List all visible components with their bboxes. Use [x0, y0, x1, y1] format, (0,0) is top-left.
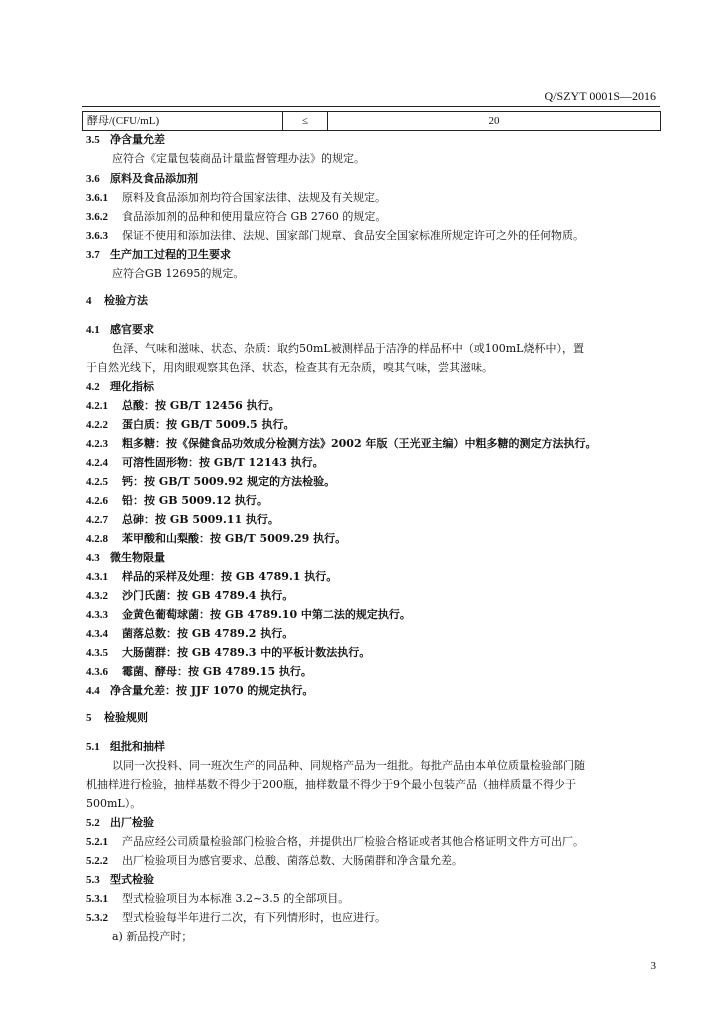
clause-4-3-6	[86, 664, 312, 680]
clause-number: 5.1	[86, 741, 100, 753]
clause-number: 4.2	[86, 381, 100, 393]
clause-text: 检验方法	[104, 294, 148, 307]
paragraph-line	[112, 758, 585, 774]
table-item-cell: 酵母/(CFU/mL)	[83, 112, 283, 130]
clause-text: 苯甲酸和山梨酸：按 GB/T 5009.29 执行。	[122, 532, 347, 545]
clause-number: 4.2.4	[86, 457, 108, 469]
clause-text: 型式检验	[110, 873, 154, 886]
clause-number: 4.1	[86, 324, 100, 336]
clause-5-2	[86, 815, 154, 831]
clause-text: 理化指标	[110, 380, 154, 393]
clause-text: 样品的采样及处理：按 GB 4789.1 执行。	[122, 570, 338, 583]
clause-number: 5.2.1	[86, 836, 108, 848]
clause-text: 沙门氏菌：按 GB 4789.4 执行。	[122, 589, 294, 602]
clause-number: 4.2.2	[86, 419, 108, 431]
limit-table-row	[82, 111, 661, 131]
clause-4-3	[86, 550, 165, 566]
clause-4-3-3	[86, 607, 411, 623]
clause-text: 产品应经公司质量检验部门检验合格，并提供出厂检验合格证或者其他合格证明文件方可出厂。	[122, 835, 584, 848]
clause-number: 4.2.3	[86, 438, 108, 450]
clause-number: 5.3.2	[86, 912, 108, 924]
paragraph-line	[112, 929, 192, 945]
clause-text: 应符合GB 12695的规定。	[112, 267, 245, 280]
clause-text: 总砷：按 GB 5009.11 执行。	[122, 513, 279, 526]
clause-text: 原料及食品添加剂	[110, 172, 198, 185]
clause-text: 保证不使用和添加法律、法规、国家部门规章、食品安全国家标准所规定许可之外的任何物质。	[122, 229, 584, 242]
paragraph-line	[86, 777, 576, 793]
clause-text: 粗多糖：按《保健食品功效成分检测方法》2002 年版（王光亚主编）中粗多糖的测定方法执行。	[122, 437, 597, 450]
document-code: Q/SZYT 0001S—2016	[544, 89, 656, 103]
paragraph-line	[86, 360, 493, 376]
clause-number: 4.2.8	[86, 533, 108, 545]
clause-5-3-2	[86, 910, 386, 926]
clause-text: 型式检验项目为本标准 3.2~3.5 的全部项目。	[122, 892, 350, 905]
clause-number: 3.6.2	[86, 211, 108, 223]
clause-text: 可溶性固形物：按 GB/T 12143 执行。	[122, 456, 324, 469]
clause-number: 4.2.1	[86, 400, 108, 412]
clause-4-2-4	[86, 455, 324, 471]
paragraph-line	[112, 341, 584, 357]
clause-5-3-1	[86, 891, 349, 907]
clause-3-6-3	[86, 228, 584, 244]
clause-text: 食品添加剂的品种和使用量应符合 GB 2760 的规定。	[122, 210, 387, 223]
clause-5	[86, 710, 148, 726]
clause-number: 4.3.2	[86, 590, 108, 602]
clause-number: 4.3.6	[86, 666, 108, 678]
clause-number: 4.3.3	[86, 609, 108, 621]
clause-number: 5.2	[86, 817, 100, 829]
clause-number: 3.5	[86, 134, 100, 146]
clause-3-5	[86, 132, 165, 148]
clause-number: 3.6.1	[86, 192, 108, 204]
clause-5-1	[86, 739, 165, 755]
clause-4-4	[86, 683, 313, 699]
clause-number: 4.2.6	[86, 495, 108, 507]
clause-number: 3.6	[86, 173, 100, 185]
clause-number: 4.3	[86, 552, 100, 564]
clause-text: 于自然光线下，用肉眼观察其色泽、状态，检查其有无杂质，嗅其气味，尝其滋味。	[86, 361, 493, 374]
clause-3-6-1	[86, 190, 386, 206]
clause-5-2-2	[86, 853, 463, 869]
clause-4-3-4	[86, 626, 293, 642]
clause-text: 色泽、气味和滋味、状态、杂质：取约50mL被测样品于洁净的样品杯中（或100mL烧杯中），置	[112, 342, 584, 355]
clause-5-2-1	[86, 834, 584, 850]
clause-4-2-3	[86, 436, 596, 452]
paragraph-line	[86, 796, 141, 812]
clause-number: 3.7	[86, 249, 100, 261]
clause-text: 钙：按 GB/T 5009.92 规定的方法检验。	[122, 475, 336, 488]
clause-text: 蛋白质：按 GB/T 5009.5 执行。	[122, 418, 295, 431]
clause-text: 出厂检验	[110, 816, 154, 829]
clause-3-7	[86, 247, 231, 263]
clause-4-2-1	[86, 398, 280, 414]
clause-number: 5	[86, 712, 92, 724]
clause-text: 原料及食品添加剂均符合国家法律、法规及有关规定。	[122, 191, 386, 204]
clause-text: 铅：按 GB 5009.12 执行。	[122, 494, 268, 507]
clause-number: 4	[86, 295, 92, 307]
clause-text: 感官要求	[110, 323, 154, 336]
clause-4-2-6	[86, 493, 268, 509]
clause-number: 4.2.5	[86, 476, 108, 488]
clause-4	[86, 293, 148, 309]
clause-4-2-8	[86, 531, 346, 547]
table-value-cell: 20	[488, 115, 500, 127]
clause-number: 4.4	[86, 685, 100, 697]
clause-4-2-5	[86, 474, 335, 490]
clause-number: 4.3.5	[86, 647, 108, 659]
clause-text: 生产加工过程的卫生要求	[110, 248, 231, 261]
clause-number: 4.3.1	[86, 571, 108, 583]
clause-number: 4.3.4	[86, 628, 108, 640]
clause-number: 5.2.2	[86, 855, 108, 867]
clause-text: 大肠菌群：按 GB 4789.3 中的平板计数法执行。	[122, 646, 371, 659]
clause-4-2-2	[86, 417, 294, 433]
clause-number: 3.6.3	[86, 230, 108, 242]
clause-text: 总酸：按 GB/T 12456 执行。	[122, 399, 280, 412]
clause-4-2	[86, 379, 154, 395]
clause-4-2-7	[86, 512, 279, 528]
clause-5-3	[86, 872, 154, 888]
clause-text: 以同一次投料、同一班次生产的同品种、同规格产品为一组批。每批产品由本单位质量检验部门随	[112, 759, 585, 772]
clause-text: 500mL）。	[86, 797, 142, 810]
clause-text: a) 新品投产时；	[112, 930, 193, 943]
paragraph-line	[112, 151, 365, 167]
clause-text: 菌落总数：按 GB 4789.2 执行。	[122, 627, 294, 640]
clause-text: 净含量允差	[110, 133, 165, 146]
clause-4-1	[86, 322, 154, 338]
paragraph-line	[112, 266, 244, 282]
clause-number: 4.2.7	[86, 514, 108, 526]
page-number: 3	[650, 960, 656, 972]
clause-text: 应符合《定量包装商品计量监督管理办法》的规定。	[112, 152, 365, 165]
clause-text: 出厂检验项目为感官要求、总酸、菌落总数、大肠菌群和净含量允差。	[122, 854, 463, 867]
clause-text: 机抽样进行检验，抽样基数不得少于200瓶，抽样数量不得少于9个最小包装产品（抽样质量不得少于	[86, 778, 576, 791]
header-rule	[82, 106, 660, 107]
table-operator-cell: ≤	[283, 112, 328, 130]
clause-4-3-5	[86, 645, 370, 661]
clause-text: 霉菌、酵母：按 GB 4789.15 执行。	[122, 665, 312, 678]
clause-text: 微生物限量	[110, 551, 165, 564]
clause-number: 5.3.1	[86, 893, 108, 905]
clause-text: 检验规则	[104, 711, 148, 724]
clause-text: 组批和抽样	[110, 740, 165, 753]
clause-4-3-2	[86, 588, 293, 604]
clause-4-3-1	[86, 569, 337, 585]
clause-number: 5.3	[86, 874, 100, 886]
clause-text: 型式检验每半年进行二次，有下列情形时，也应进行。	[122, 911, 386, 924]
clause-3-6-2	[86, 209, 386, 225]
clause-text: 金黄色葡萄球菌：按 GB 4789.10 中第二法的规定执行。	[122, 608, 411, 621]
clause-text: 净含量允差：按 JJF 1070 的规定执行。	[110, 684, 314, 697]
clause-3-6	[86, 171, 198, 187]
